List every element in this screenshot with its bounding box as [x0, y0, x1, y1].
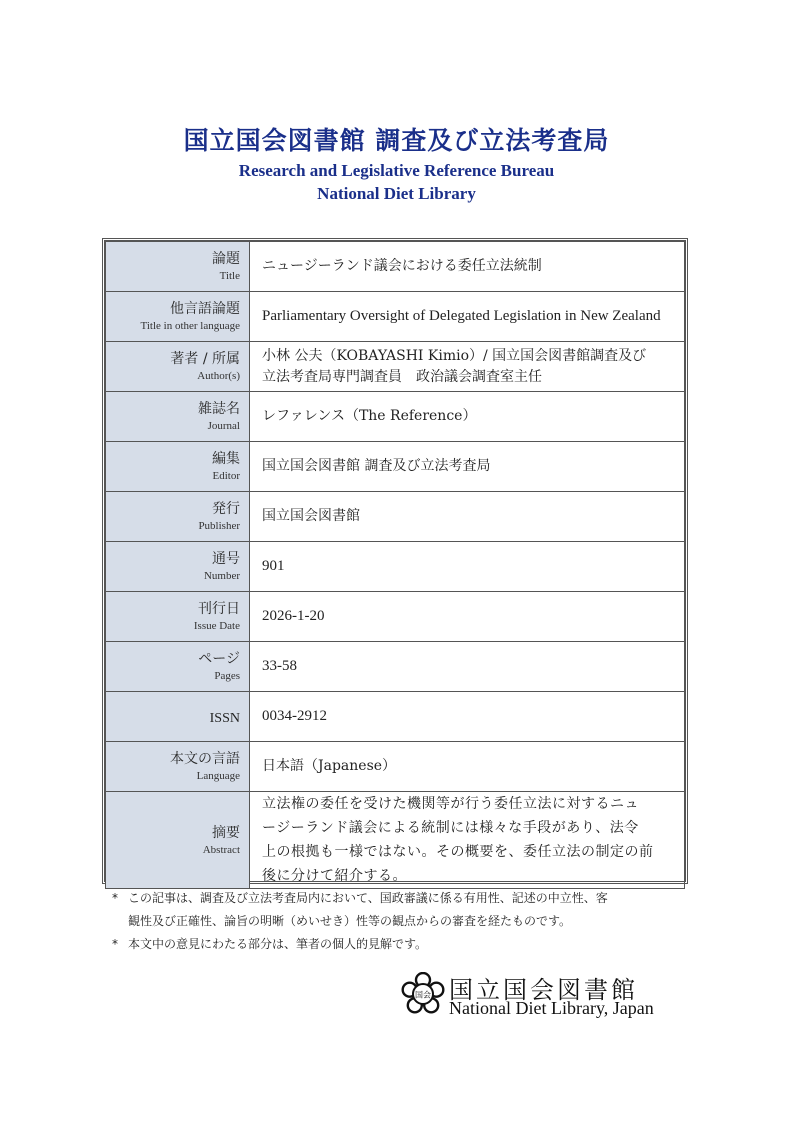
value-title: ニュージーランド議会における委任立法統制	[250, 242, 685, 292]
footnote-line: 本文中の意見にわたる部分は、筆者の個人的見解です。	[128, 937, 428, 951]
abstract-line: ージーランド議会による統制には様々な手段があり、法令	[262, 820, 639, 836]
value-issue-date: 2026-1-20	[250, 592, 685, 642]
label-cell	[106, 342, 250, 392]
label-jp: 本文の言語	[170, 751, 240, 767]
logo-name-jp: 国立国会図書館	[449, 976, 638, 1004]
header-title-en-line2: National Diet Library	[317, 184, 476, 203]
label-cell	[106, 292, 250, 342]
label-en: Journal	[207, 420, 240, 432]
footnote-line: 観性及び正確性、論旨の明晰（めいせき）性等の観点からの審査を経たものです。	[128, 914, 572, 928]
label-en: Pages	[214, 670, 240, 682]
metadata-table	[102, 238, 688, 884]
label-jp: 雑誌名	[198, 401, 240, 417]
row-title-other-language	[106, 292, 685, 342]
value-authors	[250, 342, 685, 392]
row-issn	[106, 692, 685, 742]
label-en: Author(s)	[197, 370, 240, 382]
row-issue-date	[106, 592, 685, 642]
label-jp: 発行	[212, 501, 240, 517]
authors-line: 小林 公夫（KOBAYASHI Kimio）/ 国立国会図書館調査及び	[262, 347, 647, 364]
row-authors	[106, 342, 685, 392]
label-cell	[106, 392, 250, 442]
label-en: Number	[203, 570, 240, 582]
label-cell	[106, 492, 250, 542]
label-jp: 他言語論題	[170, 301, 240, 317]
value-journal: レファレンス（The Reference）	[250, 392, 685, 442]
row-title	[106, 242, 685, 292]
label-jp: 通号	[212, 551, 240, 567]
footnote-opinion	[112, 933, 692, 956]
label-cell	[106, 542, 250, 592]
abstract-line: 上の根拠も一様ではない。その概要を、委任立法の制定の前	[262, 844, 654, 860]
label-jp: 著者 / 所属	[170, 351, 240, 367]
value-abstract	[250, 792, 685, 889]
footnote-review	[112, 887, 692, 933]
label-jp: 摘要	[212, 824, 240, 841]
label-cell	[106, 742, 250, 792]
asterisk-mark: *	[112, 937, 118, 951]
row-editor	[106, 442, 685, 492]
header-title-en-line1: Research and Legislative Reference Bureau	[238, 161, 555, 180]
value-editor: 国立国会図書館 調査及び立法考査局	[250, 442, 685, 492]
value-title-other-language: Parliamentary Oversight of Delegated Legislation in New Zealand	[250, 292, 685, 342]
label-en: Abstract	[202, 843, 240, 856]
row-publisher	[106, 492, 685, 542]
label-cell	[106, 642, 250, 692]
label-en: Publisher	[198, 520, 240, 532]
row-number	[106, 542, 685, 592]
row-journal	[106, 392, 685, 442]
label-en: Title	[219, 270, 240, 282]
label-cell	[106, 242, 250, 292]
label-jp: 論題	[212, 251, 240, 267]
row-pages	[106, 642, 685, 692]
footnotes	[112, 887, 692, 956]
label-jp: 刊行日	[198, 601, 240, 617]
logo-name-en: National Diet Library, Japan	[449, 998, 654, 1018]
authors-line: 立法考査局専門調査員 政治議会調査室主任	[262, 368, 542, 385]
value-number: 901	[250, 542, 685, 592]
label-en: Issue Date	[193, 620, 240, 632]
label-jp: 編集	[212, 451, 240, 467]
asterisk-mark: *	[112, 891, 118, 905]
label-en: Editor	[212, 470, 240, 482]
footnote-line: この記事は、調査及び立法考査局内において、国政審議に係る有用性、記述の中立性、客	[128, 891, 608, 905]
label-en: Title in other language	[140, 320, 240, 332]
value-publisher: 国立国会図書館	[250, 492, 685, 542]
value-issn: 0034-2912	[250, 692, 685, 742]
header-title-jp: 国立国会図書館 調査及び立法考査局	[183, 126, 610, 155]
label-cell	[106, 592, 250, 642]
abstract-line: 立法権の委任を受けた機関等が行う委任立法に対するニュ	[262, 796, 639, 812]
abstract-line: 後に分けて紹介する。	[262, 868, 407, 884]
value-language: 日本語（Japanese）	[250, 742, 685, 792]
row-language	[106, 742, 685, 792]
label-cell	[106, 442, 250, 492]
label-issn: ISSN	[209, 710, 240, 726]
ndl-emblem-icon	[401, 972, 445, 1016]
ndl-logo	[401, 970, 686, 1024]
label-cell	[106, 692, 250, 742]
label-en: Language	[196, 770, 240, 782]
label-cell	[106, 792, 250, 889]
emblem-text: 国会	[415, 990, 431, 1000]
value-pages: 33-58	[250, 642, 685, 692]
row-abstract	[106, 792, 685, 889]
label-jp: ページ	[198, 651, 240, 667]
